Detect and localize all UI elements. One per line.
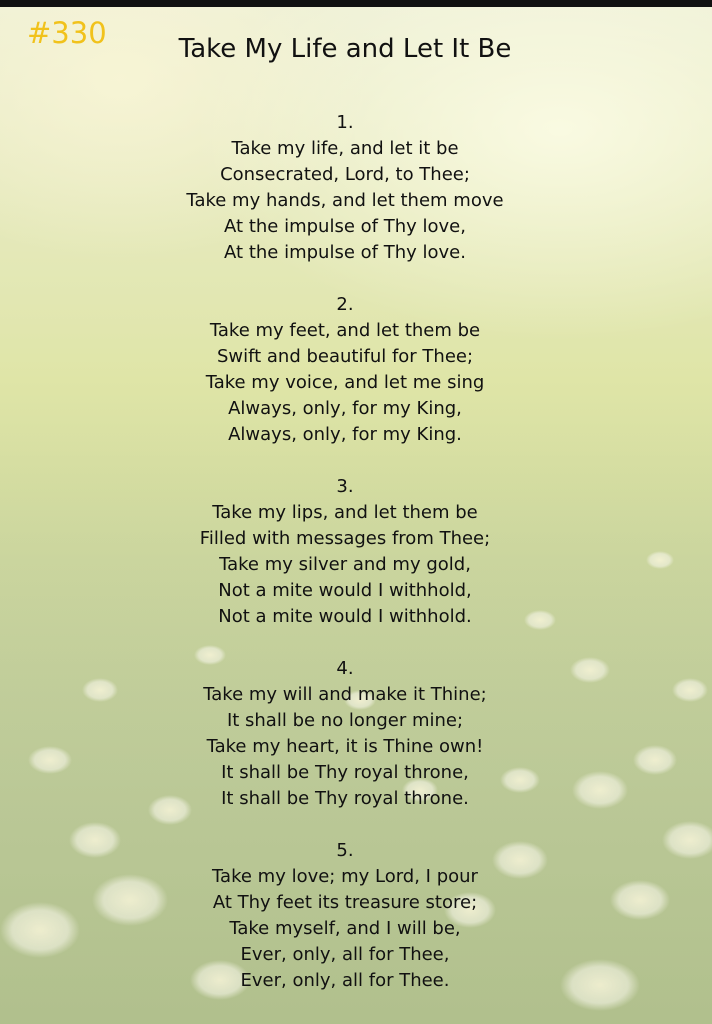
verse-line: Consecrated, Lord, to Thee; bbox=[220, 164, 470, 185]
verse-line: At the impulse of Thy love. bbox=[224, 242, 466, 263]
verse-line: Take my life, and let it be bbox=[231, 138, 459, 159]
verse-line: Take myself, and I will be, bbox=[229, 918, 461, 939]
verse-line: Take my feet, and let them be bbox=[209, 320, 481, 341]
verse-line: Ever, only, all for Thee. bbox=[240, 970, 450, 991]
verse-number: 5. bbox=[336, 840, 354, 861]
verse-line: Not a mite would I withhold. bbox=[218, 606, 472, 627]
verse bbox=[0, 838, 690, 1020]
verse-line: Ever, only, all for Thee, bbox=[240, 944, 450, 965]
verse-line: At Thy feet its treasure store; bbox=[212, 892, 478, 913]
verse bbox=[0, 292, 690, 474]
verse-line: It shall be Thy royal throne, bbox=[221, 762, 469, 783]
verse-line: Always, only, for my King. bbox=[228, 424, 462, 445]
verse-number: 4. bbox=[336, 658, 354, 679]
verse-line: Filled with messages from Thee; bbox=[199, 528, 491, 549]
verse-line: It shall be no longer mine; bbox=[226, 710, 464, 731]
verse-line: Swift and beautiful for Thee; bbox=[216, 346, 474, 367]
verse-line: Take my love; my Lord, I pour bbox=[212, 866, 478, 887]
verse-line: It shall be Thy royal throne. bbox=[221, 788, 469, 809]
verse-line: Take my hands, and let them move bbox=[186, 190, 504, 211]
verse-line: At the impulse of Thy love, bbox=[224, 216, 466, 237]
verse-line: Take my will and make it Thine; bbox=[203, 684, 487, 705]
verse-number: 2. bbox=[336, 294, 354, 315]
hymn-title: Take My Life and Let It Be bbox=[178, 34, 512, 64]
verse-line: Take my lips, and let them be bbox=[212, 502, 478, 523]
verse bbox=[0, 110, 690, 292]
verse-line: Take my heart, it is Thine own! bbox=[206, 736, 484, 757]
verse-number: 3. bbox=[336, 476, 354, 497]
verse-line: Always, only, for my King, bbox=[228, 398, 462, 419]
verse-line: Take my voice, and let me sing bbox=[205, 372, 485, 393]
verse-line: Not a mite would I withhold, bbox=[218, 580, 472, 601]
verses-list bbox=[0, 110, 690, 1020]
verse-number: 1. bbox=[336, 112, 354, 133]
verse-line: Take my silver and my gold, bbox=[219, 554, 471, 575]
verse bbox=[0, 474, 690, 656]
verse bbox=[0, 656, 690, 838]
hymn-number: #330 bbox=[27, 16, 107, 50]
